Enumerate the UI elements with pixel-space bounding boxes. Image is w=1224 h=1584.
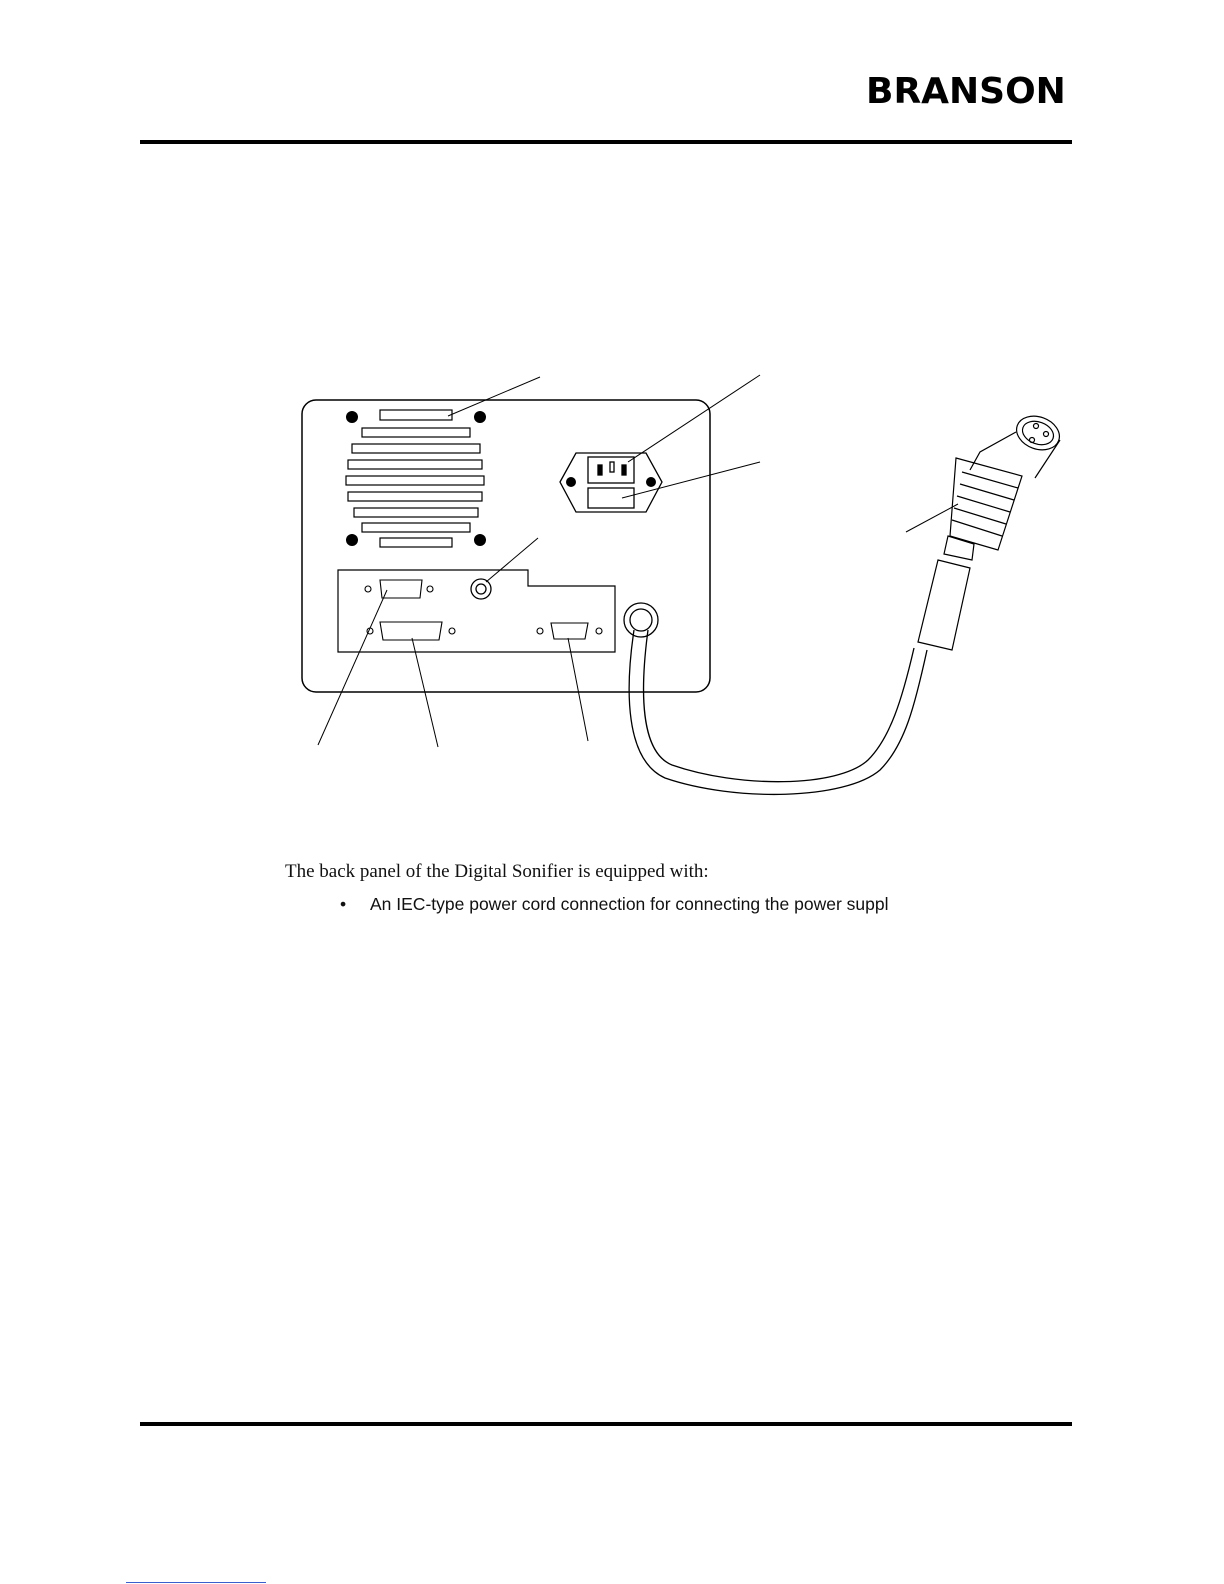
header-rule bbox=[140, 140, 1072, 144]
back-panel-illustration bbox=[290, 360, 1090, 840]
bullet-marker: • bbox=[340, 894, 347, 914]
fuse-drawer-icon bbox=[588, 488, 634, 508]
ventilation-grille-icon bbox=[346, 410, 484, 547]
d-sub-25-connector-icon bbox=[367, 622, 455, 640]
inlet-screw-icon bbox=[566, 477, 576, 487]
callout-leader-lines bbox=[318, 375, 958, 747]
cable-strain-relief-icon bbox=[624, 603, 658, 637]
grille-screw-icon bbox=[346, 411, 486, 546]
connector-plate bbox=[338, 570, 615, 652]
converter-connector-icon bbox=[918, 410, 1064, 650]
ground-post-icon bbox=[471, 579, 491, 599]
d-sub-15-connector-icon bbox=[365, 580, 433, 598]
bullet-item bbox=[340, 890, 889, 918]
footer-rule bbox=[140, 1422, 1072, 1426]
branson-logo: BRANSON bbox=[866, 71, 1066, 112]
footer-link-underline[interactable] bbox=[126, 1582, 266, 1583]
inlet-screw-icon bbox=[646, 477, 656, 487]
converter-cable bbox=[629, 630, 927, 794]
back-panel-figure bbox=[290, 360, 1090, 840]
d-sub-9-connector-icon bbox=[537, 623, 602, 639]
bullet-text: An IEC-type power cord connection for connecting the power suppl bbox=[370, 894, 889, 914]
intro-paragraph: The back panel of the Digital Sonifier is equipped with: bbox=[285, 861, 709, 882]
